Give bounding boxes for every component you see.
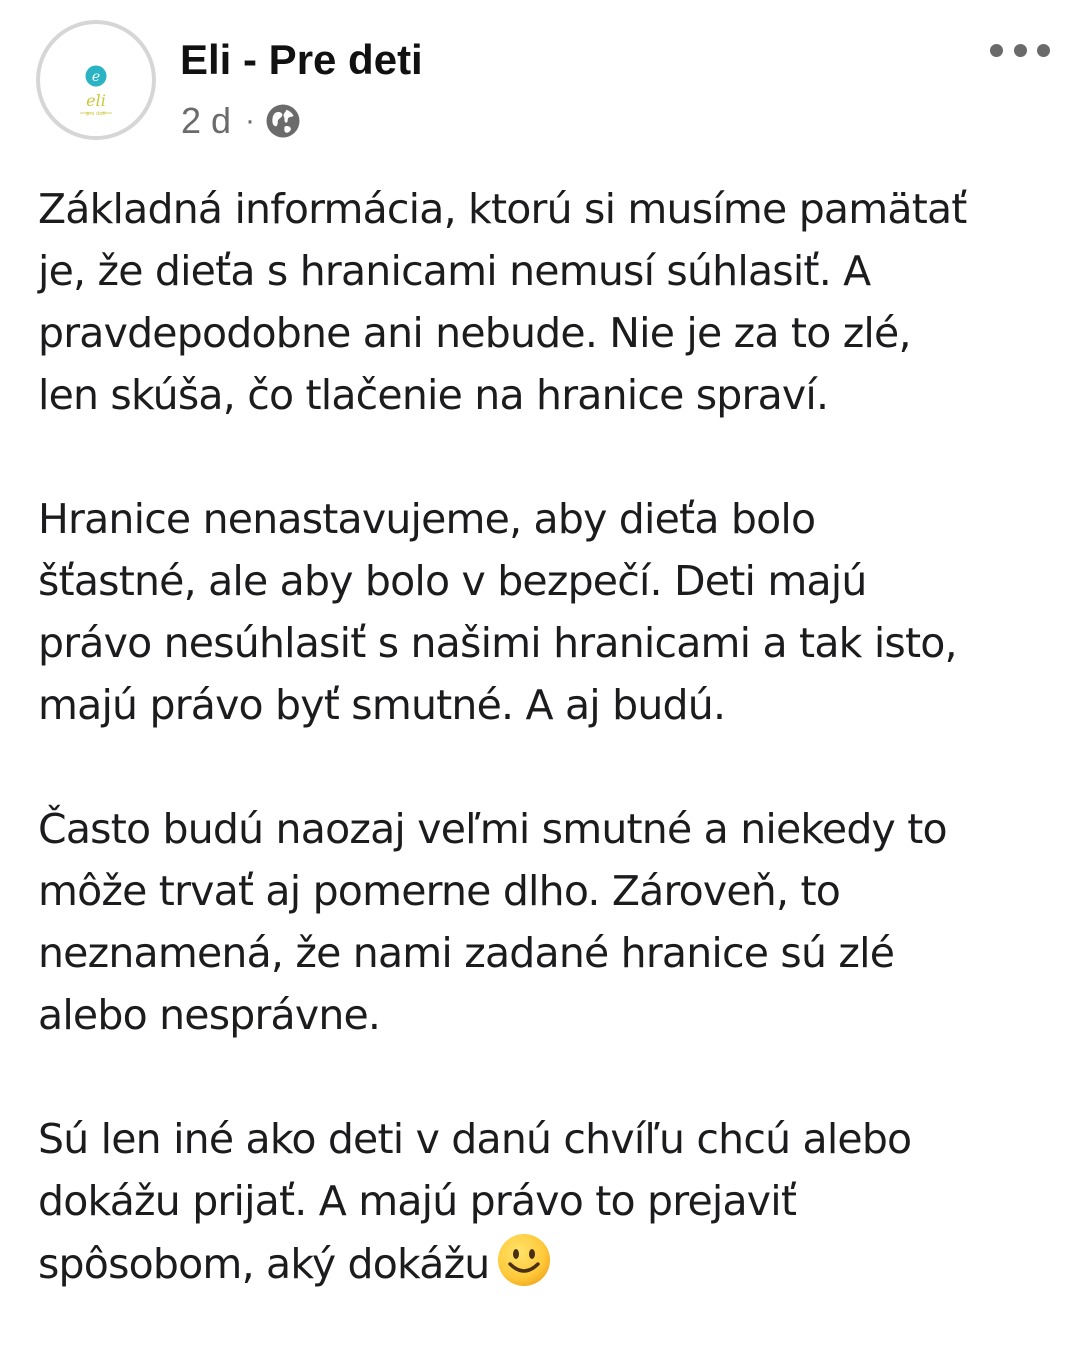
meta-separator: · bbox=[245, 104, 256, 137]
more-options-button[interactable] bbox=[990, 30, 1050, 70]
logo-letter: e bbox=[91, 69, 101, 85]
text-line: Často budú naozaj veľmi smutné a niekedy to bbox=[38, 805, 947, 853]
smiling-face-emoji-icon bbox=[496, 1232, 552, 1288]
text-line: šťastné, ale aby bolo v bezpečí. Deti majú bbox=[38, 557, 867, 605]
text-line: právo nesúhlasiť s našimi hranicami a tak isto, bbox=[38, 619, 957, 667]
more-dot bbox=[1037, 44, 1050, 57]
text-line: môže trvať aj pomerne dlho. Zároveň, to bbox=[38, 867, 841, 915]
text-line-with-emoji bbox=[38, 1232, 1058, 1294]
text-line: Základná informácia, ktorú si musíme pamätať bbox=[38, 185, 967, 233]
logo-text: eli bbox=[86, 91, 106, 110]
text-line: majú právo byť smutné. A aj budú. bbox=[38, 681, 726, 729]
post-paragraph bbox=[38, 178, 1058, 426]
eli-logo-icon bbox=[40, 24, 152, 136]
text-line: je, že dieťa s hranicami nemusí súhlasiť. A bbox=[38, 247, 871, 295]
text-line: alebo nesprávne. bbox=[38, 991, 381, 1039]
text-line: Sú len iné ako deti v danú chvíľu chcú alebo bbox=[38, 1115, 912, 1163]
text-line: dokážu prijať. A majú právo to prejaviť bbox=[38, 1177, 797, 1225]
text-line: len skúša, čo tlačenie na hranice spraví. bbox=[38, 371, 829, 419]
text-line: pravdepodobne ani nebude. Nie je za to zlé, bbox=[38, 309, 911, 357]
post-paragraph bbox=[38, 798, 1058, 1046]
more-dot bbox=[990, 44, 1003, 57]
author-name[interactable]: Eli - Pre deti bbox=[180, 36, 423, 83]
text-line: neznamená, že nami zadané hranice sú zlé bbox=[38, 929, 895, 977]
post-paragraph bbox=[38, 1108, 1058, 1294]
post-meta bbox=[181, 99, 301, 143]
text-line: Hranice nenastavujeme, aby dieťa bolo bbox=[38, 495, 816, 543]
text-line: spôsobom, aký dokážu bbox=[38, 1240, 490, 1288]
globe-icon[interactable] bbox=[265, 103, 301, 139]
avatar[interactable] bbox=[36, 20, 156, 140]
post-text bbox=[38, 178, 1058, 1294]
post-paragraph bbox=[38, 488, 1058, 736]
logo-subtext: pre deti bbox=[86, 111, 106, 117]
post-timestamp[interactable]: 2 d bbox=[181, 100, 232, 141]
more-dot bbox=[1014, 44, 1027, 57]
post-header bbox=[0, 0, 1080, 160]
